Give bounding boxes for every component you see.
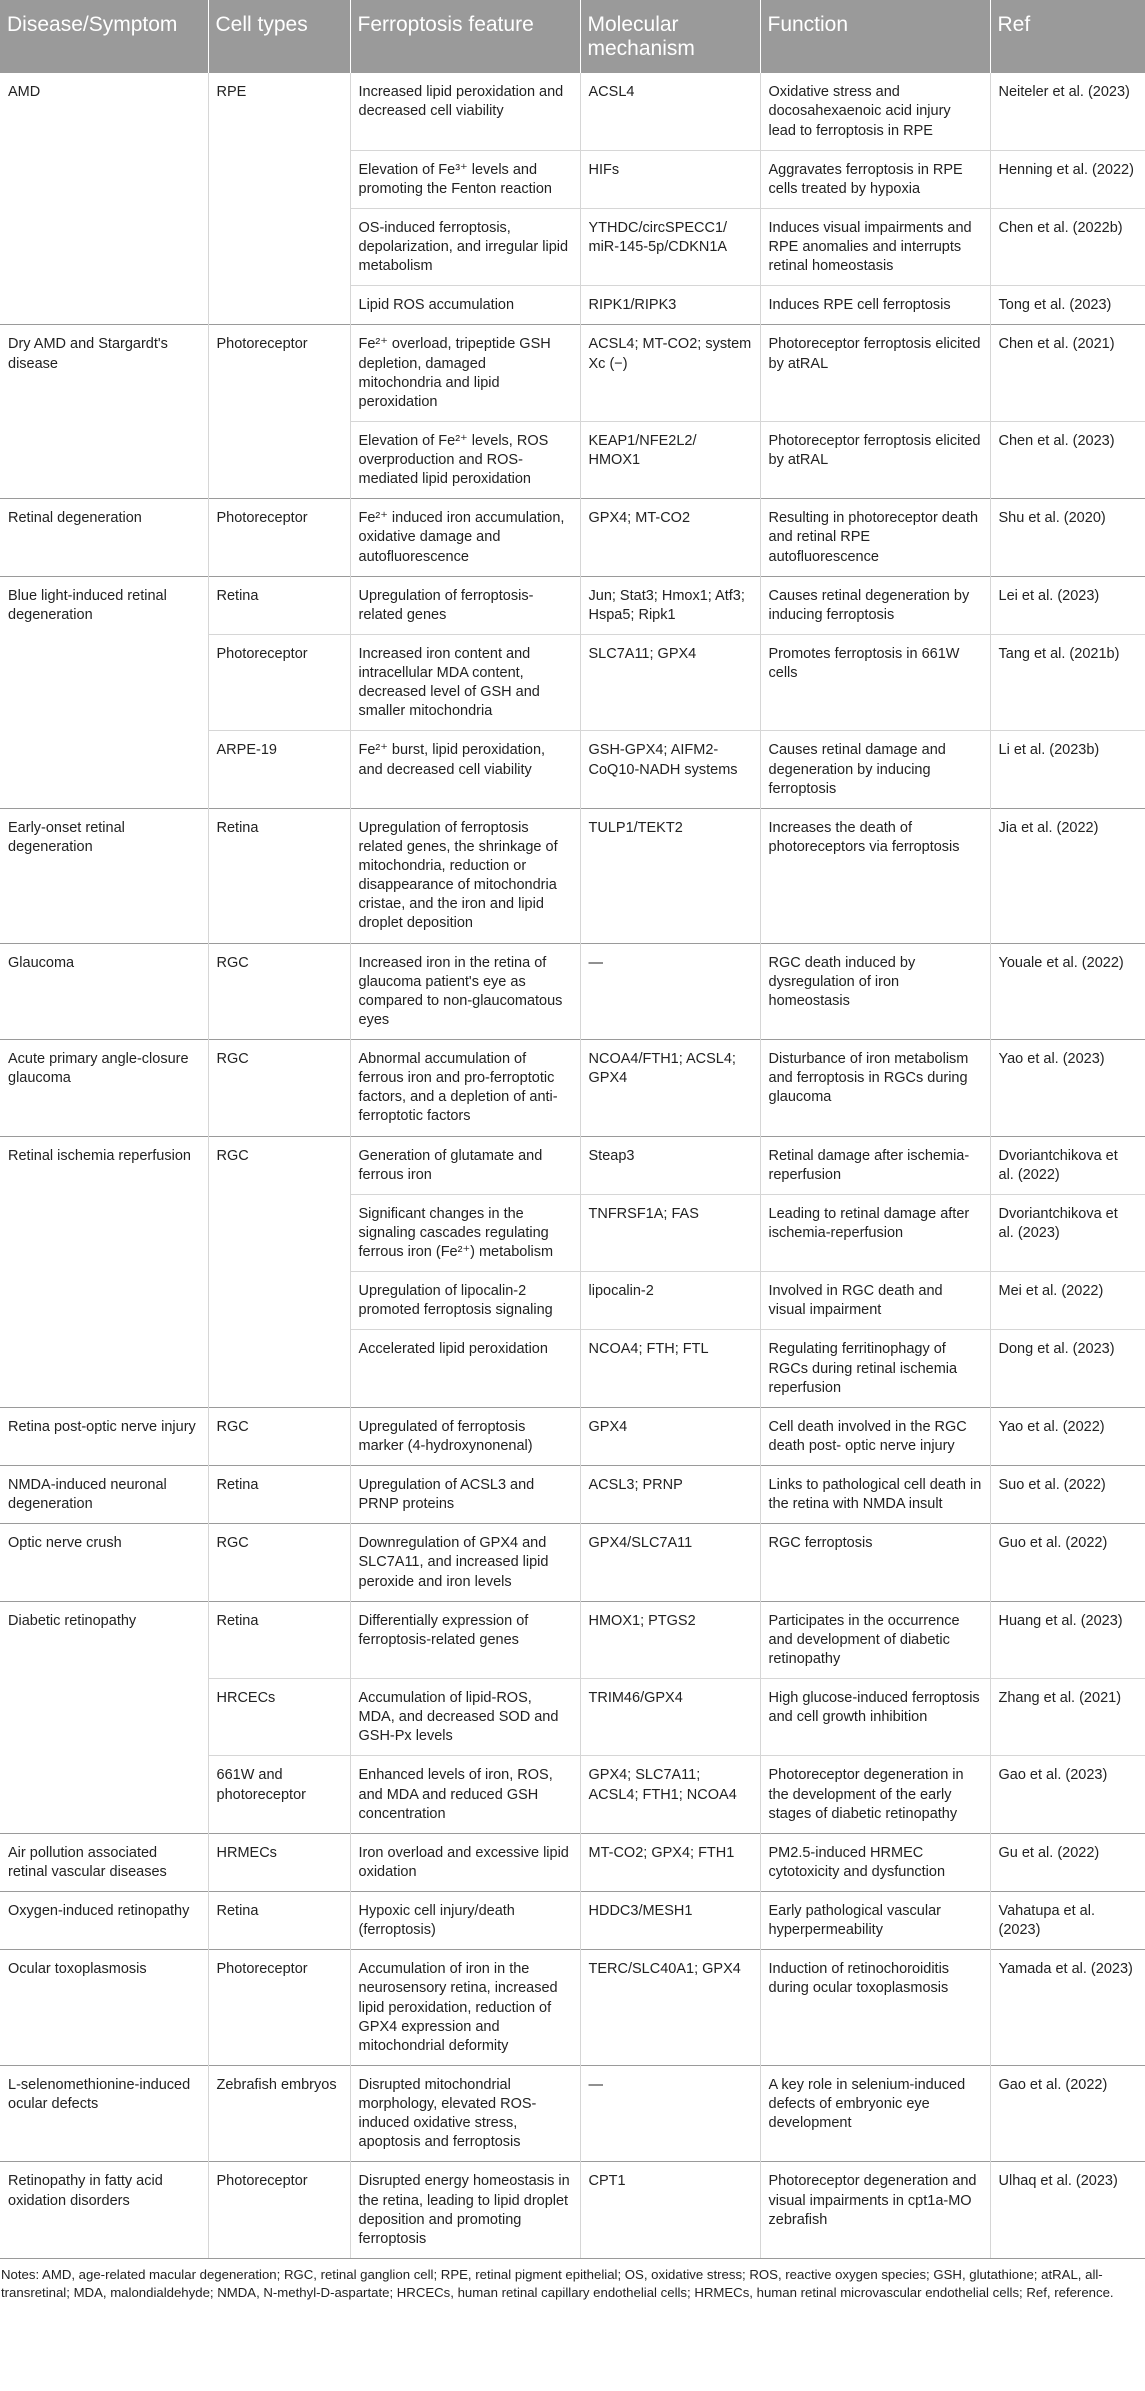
- mechanism-cell: NCOA4; FTH; FTL: [580, 1330, 760, 1407]
- mechanism-cell: GSH-GPX4; AIFM2-CoQ10-NADH systems: [580, 731, 760, 808]
- ref-cell: Dong et al. (2023): [990, 1330, 1145, 1407]
- disease-cell: Blue light-induced retinal degeneration: [0, 576, 208, 808]
- cell-type-cell: ARPE-19: [208, 731, 350, 808]
- ref-cell: Yao et al. (2022): [990, 1407, 1145, 1465]
- table-row: [0, 73, 1145, 150]
- mechanism-cell: TERC/SLC40A1; GPX4: [580, 1950, 760, 2066]
- ref-cell: Yao et al. (2023): [990, 1040, 1145, 1137]
- cell-type-cell: Photoreceptor: [208, 499, 350, 576]
- disease-cell: Retinal ischemia reperfusion: [0, 1136, 208, 1407]
- ref-cell: Neiteler et al. (2023): [990, 73, 1145, 150]
- function-cell: Cell death involved in the RGC death post- optic nerve injury: [760, 1407, 990, 1465]
- function-cell: Photoreceptor degeneration and visual impairments in cpt1a-MO zebrafish: [760, 2162, 990, 2259]
- mechanism-cell: ACSL3; PRNP: [580, 1466, 760, 1524]
- function-cell: Promotes ferroptosis in 661W cells: [760, 634, 990, 731]
- mechanism-cell: HIFs: [580, 150, 760, 208]
- table-row: [0, 1833, 1145, 1891]
- ref-cell: Yamada et al. (2023): [990, 1950, 1145, 2066]
- header-function: Function: [760, 0, 990, 73]
- feature-cell: Generation of glutamate and ferrous iron: [350, 1136, 580, 1194]
- feature-cell: OS-induced ferroptosis, depolarization, and irregular lipid metabolism: [350, 208, 580, 285]
- header-ferroptosis-feature: Ferroptosis feature: [350, 0, 580, 73]
- mechanism-cell: HMOX1; PTGS2: [580, 1601, 760, 1678]
- cell-type-cell: Retina: [208, 1892, 350, 1950]
- feature-cell: Increased iron content and intracellular MDA content, decreased level of GSH and smaller mitochondria: [350, 634, 580, 731]
- table-row: [0, 1466, 1145, 1524]
- mechanism-cell: GPX4: [580, 1407, 760, 1465]
- disease-cell: AMD: [0, 73, 208, 325]
- function-cell: Aggravates ferroptosis in RPE cells treated by hypoxia: [760, 150, 990, 208]
- cell-type-cell: HRMECs: [208, 1833, 350, 1891]
- cell-type-cell: Retina: [208, 808, 350, 943]
- function-cell: Causes retinal degeneration by inducing ferroptosis: [760, 576, 990, 634]
- feature-cell: Disrupted mitochondrial morphology, elevated ROS-induced oxidative stress, apoptosis and ferroptosis: [350, 2065, 580, 2162]
- mechanism-cell: Steap3: [580, 1136, 760, 1194]
- function-cell: Photoreceptor degeneration in the development of the early stages of diabetic retinopathy: [760, 1756, 990, 1833]
- function-cell: Induces RPE cell ferroptosis: [760, 286, 990, 325]
- disease-cell: Diabetic retinopathy: [0, 1601, 208, 1833]
- function-cell: Induces visual impairments and RPE anomalies and interrupts retinal homeostasis: [760, 208, 990, 285]
- disease-cell: Dry AMD and Stargardt's disease: [0, 325, 208, 499]
- function-cell: RGC death induced by dysregulation of iron homeostasis: [760, 943, 990, 1040]
- feature-cell: Differentially expression of ferroptosis-related genes: [350, 1601, 580, 1678]
- ref-cell: Dvoriantchikova et al. (2023): [990, 1194, 1145, 1271]
- mechanism-cell: NCOA4/FTH1; ACSL4; GPX4: [580, 1040, 760, 1137]
- feature-cell: Upregulated of ferroptosis marker (4-hydroxynonenal): [350, 1407, 580, 1465]
- cell-type-cell: Zebrafish embryos: [208, 2065, 350, 2162]
- function-cell: Disturbance of iron metabolism and ferroptosis in RGCs during glaucoma: [760, 1040, 990, 1137]
- table-row: [0, 576, 1145, 634]
- feature-cell: Increased iron in the retina of glaucoma patient's eye as compared to non-glaucomatous eyes: [350, 943, 580, 1040]
- function-cell: High glucose-induced ferroptosis and cell growth inhibition: [760, 1679, 990, 1756]
- ref-cell: Ulhaq et al. (2023): [990, 2162, 1145, 2259]
- mechanism-cell: Jun; Stat3; Hmox1; Atf3; Hspa5; Ripk1: [580, 576, 760, 634]
- table-row: [0, 943, 1145, 1040]
- cell-type-cell: Photoreceptor: [208, 2162, 350, 2259]
- function-cell: Involved in RGC death and visual impairment: [760, 1272, 990, 1330]
- mechanism-cell: CPT1: [580, 2162, 760, 2259]
- ref-cell: Chen et al. (2021): [990, 325, 1145, 422]
- disease-cell: Acute primary angle-closure glaucoma: [0, 1040, 208, 1137]
- feature-cell: Enhanced levels of iron, ROS, and MDA and reduced GSH concentration: [350, 1756, 580, 1833]
- ref-cell: Li et al. (2023b): [990, 731, 1145, 808]
- ref-cell: Tong et al. (2023): [990, 286, 1145, 325]
- disease-cell: Oxygen-induced retinopathy: [0, 1892, 208, 1950]
- feature-cell: Upregulation of ferroptosis related genes, the shrinkage of mitochondria, reduction or disappearance of mitochondria cristae, and the iron and lipid droplet deposition: [350, 808, 580, 943]
- ref-cell: Jia et al. (2022): [990, 808, 1145, 943]
- table-row: [0, 1524, 1145, 1601]
- function-cell: Photoreceptor ferroptosis elicited by atRAL: [760, 325, 990, 422]
- function-cell: Links to pathological cell death in the retina with NMDA insult: [760, 1466, 990, 1524]
- ref-cell: Chen et al. (2022b): [990, 208, 1145, 285]
- disease-cell: NMDA-induced neuronal degeneration: [0, 1466, 208, 1524]
- table-row: [0, 1892, 1145, 1950]
- feature-cell: Hypoxic cell injury/death (ferroptosis): [350, 1892, 580, 1950]
- feature-cell: Elevation of Fe³⁺ levels and promoting the Fenton reaction: [350, 150, 580, 208]
- cell-type-cell: RGC: [208, 943, 350, 1040]
- ref-cell: Gao et al. (2023): [990, 1756, 1145, 1833]
- table-row: [0, 1601, 1145, 1678]
- cell-type-cell: Retina: [208, 1601, 350, 1678]
- feature-cell: Downregulation of GPX4 and SLC7A11, and increased lipid peroxide and iron levels: [350, 1524, 580, 1601]
- table-row: [0, 2065, 1145, 2162]
- table-row: [0, 1136, 1145, 1194]
- feature-cell: Fe²⁺ induced iron accumulation, oxidative damage and autofluorescence: [350, 499, 580, 576]
- mechanism-cell: GPX4/SLC7A11: [580, 1524, 760, 1601]
- disease-cell: Ocular toxoplasmosis: [0, 1950, 208, 2066]
- feature-cell: Fe²⁺ overload, tripeptide GSH depletion, damaged mitochondria and lipid peroxidation: [350, 325, 580, 422]
- feature-cell: Fe²⁺ burst, lipid peroxidation, and decreased cell viability: [350, 731, 580, 808]
- cell-type-cell: RGC: [208, 1407, 350, 1465]
- ref-cell: Lei et al. (2023): [990, 576, 1145, 634]
- cell-type-cell: Photoreceptor: [208, 325, 350, 499]
- function-cell: Retinal damage after ischemia-reperfusion: [760, 1136, 990, 1194]
- mechanism-cell: GPX4; SLC7A11; ACSL4; FTH1; NCOA4: [580, 1756, 760, 1833]
- disease-cell: L-selenomethionine-induced ocular defects: [0, 2065, 208, 2162]
- cell-type-cell: RGC: [208, 1524, 350, 1601]
- ref-cell: Dvoriantchikova et al. (2022): [990, 1136, 1145, 1194]
- feature-cell: Abnormal accumulation of ferrous iron and pro-ferroptotic factors, and a depletion of anti-ferroptotic factors: [350, 1040, 580, 1137]
- function-cell: Leading to retinal damage after ischemia-reperfusion: [760, 1194, 990, 1271]
- feature-cell: Accumulation of iron in the neurosensory retina, increased lipid peroxidation, reduction of GPX4 expression and mitochondrial deformity: [350, 1950, 580, 2066]
- mechanism-cell: ACSL4; MT-CO2; system Xc (−): [580, 325, 760, 422]
- feature-cell: Disrupted energy homeostasis in the retina, leading to lipid droplet deposition and promoting ferroptosis: [350, 2162, 580, 2259]
- disease-cell: Air pollution associated retinal vascular diseases: [0, 1833, 208, 1891]
- mechanism-cell: TRIM46/GPX4: [580, 1679, 760, 1756]
- function-cell: Resulting in photoreceptor death and retinal RPE autofluorescence: [760, 499, 990, 576]
- disease-cell: Early-onset retinal degeneration: [0, 808, 208, 943]
- ref-cell: Huang et al. (2023): [990, 1601, 1145, 1678]
- cell-type-cell: Photoreceptor: [208, 634, 350, 731]
- mechanism-cell: ACSL4: [580, 73, 760, 150]
- ref-cell: Gu et al. (2022): [990, 1833, 1145, 1891]
- ref-cell: Zhang et al. (2021): [990, 1679, 1145, 1756]
- function-cell: Increases the death of photoreceptors via ferroptosis: [760, 808, 990, 943]
- ref-cell: Mei et al. (2022): [990, 1272, 1145, 1330]
- cell-type-cell: RGC: [208, 1040, 350, 1137]
- ref-cell: Chen et al. (2023): [990, 421, 1145, 498]
- table-row: [0, 325, 1145, 422]
- mechanism-cell: TNFRSF1A; FAS: [580, 1194, 760, 1271]
- function-cell: Oxidative stress and docosahexaenoic acid injury lead to ferroptosis in RPE: [760, 73, 990, 150]
- cell-type-cell: Retina: [208, 576, 350, 634]
- cell-type-cell: RGC: [208, 1136, 350, 1407]
- function-cell: Participates in the occurrence and development of diabetic retinopathy: [760, 1601, 990, 1678]
- feature-cell: Accelerated lipid peroxidation: [350, 1330, 580, 1407]
- mechanism-cell: —: [580, 2065, 760, 2162]
- mechanism-cell: lipocalin-2: [580, 1272, 760, 1330]
- cell-type-cell: HRCECs: [208, 1679, 350, 1756]
- feature-cell: Lipid ROS accumulation: [350, 286, 580, 325]
- disease-cell: Glaucoma: [0, 943, 208, 1040]
- table-row: [0, 499, 1145, 576]
- mechanism-cell: YTHDC/circSPECC1/ miR-145-5p/CDKN1A: [580, 208, 760, 285]
- disease-cell: Optic nerve crush: [0, 1524, 208, 1601]
- feature-cell: Upregulation of ACSL3 and PRNP proteins: [350, 1466, 580, 1524]
- feature-cell: Iron overload and excessive lipid oxidation: [350, 1833, 580, 1891]
- ref-cell: Vahatupa et al. (2023): [990, 1892, 1145, 1950]
- ref-cell: Gao et al. (2022): [990, 2065, 1145, 2162]
- mechanism-cell: MT-CO2; GPX4; FTH1: [580, 1833, 760, 1891]
- ref-cell: Youale et al. (2022): [990, 943, 1145, 1040]
- feature-cell: Significant changes in the signaling cascades regulating ferrous iron (Fe²⁺) metabolism: [350, 1194, 580, 1271]
- function-cell: RGC ferroptosis: [760, 1524, 990, 1601]
- function-cell: Induction of retinochoroiditis during ocular toxoplasmosis: [760, 1950, 990, 2066]
- mechanism-cell: SLC7A11; GPX4: [580, 634, 760, 731]
- disease-cell: Retinal degeneration: [0, 499, 208, 576]
- disease-cell: Retina post-optic nerve injury: [0, 1407, 208, 1465]
- function-cell: A key role in selenium-induced defects of embryonic eye development: [760, 2065, 990, 2162]
- table-row: [0, 2162, 1145, 2259]
- header-ref: Ref: [990, 0, 1145, 73]
- cell-type-cell: Photoreceptor: [208, 1950, 350, 2066]
- feature-cell: Accumulation of lipid-ROS, MDA, and decreased SOD and GSH-Px levels: [350, 1679, 580, 1756]
- table-row: [0, 1040, 1145, 1137]
- cell-type-cell: Retina: [208, 1466, 350, 1524]
- function-cell: PM2.5-induced HRMEC cytotoxicity and dysfunction: [760, 1833, 990, 1891]
- function-cell: Photoreceptor ferroptosis elicited by atRAL: [760, 421, 990, 498]
- table-notes: Notes: AMD, age-related macular degeneration; RGC, retinal ganglion cell; RPE, retinal pigment epithelial; OS, oxidative stress; ROS, reactive oxygen species; GSH, glutathione; atRAL, all-transretinal; MDA, malondialdehyde; NMDA, N-methyl-D-aspartate; HRCECs, human retinal capillary endothelial cells; HRMECs, human retinal microvascular endothelial cells; Ref, reference.: [1, 2266, 1114, 2300]
- feature-cell: Elevation of Fe²⁺ levels, ROS overproduction and ROS-mediated lipid peroxidation: [350, 421, 580, 498]
- mechanism-cell: RIPK1/RIPK3: [580, 286, 760, 325]
- function-cell: Early pathological vascular hyperpermeability: [760, 1892, 990, 1950]
- header-disease: Disease/Symptom: [0, 0, 208, 73]
- function-cell: Causes retinal damage and degeneration by inducing ferroptosis: [760, 731, 990, 808]
- table-row: [0, 808, 1145, 943]
- mechanism-cell: TULP1/TEKT2: [580, 808, 760, 943]
- disease-cell: Retinopathy in fatty acid oxidation disorders: [0, 2162, 208, 2259]
- ref-cell: Shu et al. (2020): [990, 499, 1145, 576]
- table-row: [0, 1407, 1145, 1465]
- ref-cell: Guo et al. (2022): [990, 1524, 1145, 1601]
- header-molecular-mechanism: Molecular mechanism: [580, 0, 760, 73]
- cell-type-cell: 661W and photoreceptor: [208, 1756, 350, 1833]
- mechanism-cell: GPX4; MT-CO2: [580, 499, 760, 576]
- function-cell: Regulating ferritinophagy of RGCs during retinal ischemia reperfusion: [760, 1330, 990, 1407]
- feature-cell: Upregulation of lipocalin-2 promoted ferroptosis signaling: [350, 1272, 580, 1330]
- header-row: [0, 0, 1145, 73]
- table-body: [0, 73, 1145, 2259]
- mechanism-cell: HDDC3/MESH1: [580, 1892, 760, 1950]
- feature-cell: Upregulation of ferroptosis-related genes: [350, 576, 580, 634]
- mechanism-cell: —: [580, 943, 760, 1040]
- ref-cell: Henning et al. (2022): [990, 150, 1145, 208]
- table-row: [0, 1950, 1145, 2066]
- cell-type-cell: RPE: [208, 73, 350, 325]
- ref-cell: Suo et al. (2022): [990, 1466, 1145, 1524]
- mechanism-cell: KEAP1/NFE2L2/ HMOX1: [580, 421, 760, 498]
- header-cell-types: Cell types: [208, 0, 350, 73]
- ref-cell: Tang et al. (2021b): [990, 634, 1145, 731]
- feature-cell: Increased lipid peroxidation and decreased cell viability: [350, 73, 580, 150]
- table-header: [0, 0, 1145, 73]
